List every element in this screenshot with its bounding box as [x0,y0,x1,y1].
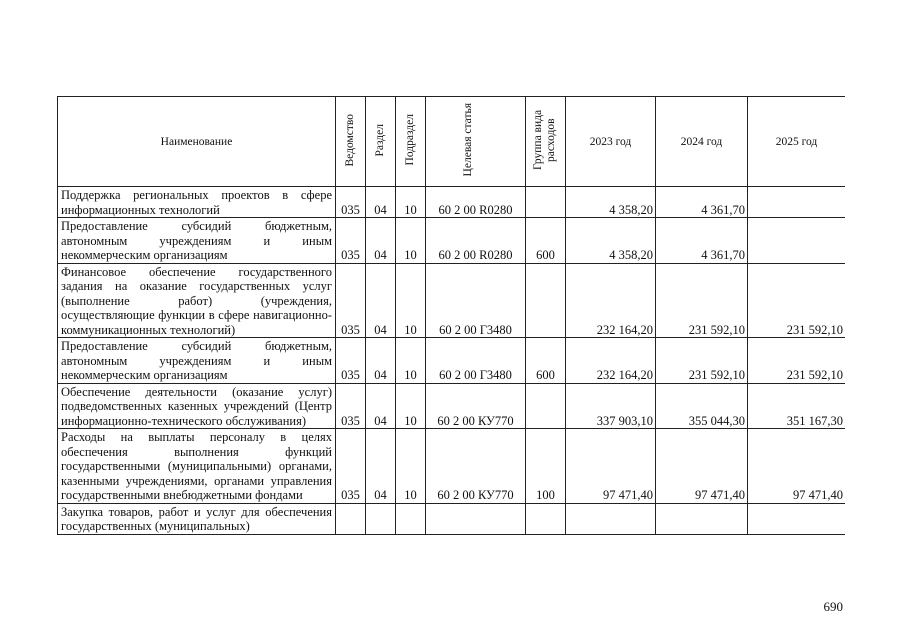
row-expense-group [526,187,566,218]
header-2024: 2024 год [656,97,748,187]
row-2024: 231 592,10 [656,338,748,384]
row-vedomstvo: 035 [336,187,366,218]
header-podrazdel: Подраздел [396,97,426,187]
row-name: Предоставление субсидий бюджетным, автономным учреждениям и иным некоммерческим организациям [58,338,336,384]
row-2024: 4 361,70 [656,187,748,218]
row-expense-group [526,263,566,338]
table-row [58,338,846,384]
row-target-article: 60 2 00 R0280 [426,187,526,218]
row-2024: 4 361,70 [656,218,748,264]
row-vedomstvo: 035 [336,263,366,338]
row-target-article: 60 2 00 КУ770 [426,429,526,504]
header-2025: 2025 год [748,97,846,187]
row-2025: 97 471,40 [748,429,846,504]
row-expense-group [526,503,566,534]
row-razdel [366,503,396,534]
row-podrazdel: 10 [396,383,426,429]
row-2023 [566,503,656,534]
row-2023: 337 903,10 [566,383,656,429]
row-expense-group: 100 [526,429,566,504]
row-razdel: 04 [366,218,396,264]
row-razdel: 04 [366,263,396,338]
budget-table-container [57,96,845,588]
row-2025: 231 592,10 [748,338,846,384]
row-podrazdel: 10 [396,263,426,338]
table-row [58,429,846,504]
row-podrazdel: 10 [396,187,426,218]
row-name: Обеспечение деятельности (оказание услуг) подведомственных казенных учреждений (Центр информационно-технического обслуживания) [58,383,336,429]
row-name: Закупка товаров, работ и услуг для обеспечения государственных (муниципальных) [58,503,336,534]
row-target-article [426,503,526,534]
row-vedomstvo: 035 [336,338,366,384]
row-name: Финансовое обеспечение государственного задания на оказание государственных услуг (выполнение работ) (учреждения, осуществляющие функции в сфере навигационно-коммуникационных технологий) [58,263,336,338]
row-razdel: 04 [366,338,396,384]
row-2025: 231 592,10 [748,263,846,338]
row-2025: 351 167,30 [748,383,846,429]
row-target-article: 60 2 00 R0280 [426,218,526,264]
row-2025 [748,503,846,534]
row-name: Поддержка региональных проектов в сфере информационных технологий [58,187,336,218]
row-2024: 355 044,30 [656,383,748,429]
row-2023: 97 471,40 [566,429,656,504]
row-vedomstvo [336,503,366,534]
row-name: Предоставление субсидий бюджетным, автономным учреждениям и иным некоммерческим организациям [58,218,336,264]
row-expense-group [526,383,566,429]
table-header-row [58,97,846,187]
header-2023: 2023 год [566,97,656,187]
budget-table [57,96,845,535]
header-expense-group: Группа вида расходов [526,97,566,187]
table-row [58,503,846,534]
row-2025 [748,218,846,264]
header-vedomstvo: Ведомство [336,97,366,187]
row-vedomstvo: 035 [336,383,366,429]
row-podrazdel: 10 [396,218,426,264]
row-2023: 4 358,20 [566,218,656,264]
row-2023: 232 164,20 [566,338,656,384]
row-2024: 231 592,10 [656,263,748,338]
row-expense-group: 600 [526,218,566,264]
page-number: 690 [823,599,843,614]
row-razdel: 04 [366,187,396,218]
row-target-article: 60 2 00 КУ770 [426,383,526,429]
row-2025 [748,187,846,218]
table-row [58,263,846,338]
row-target-article: 60 2 00 Г3480 [426,338,526,384]
header-target-article: Целевая статья [426,97,526,187]
table-row [58,187,846,218]
row-razdel: 04 [366,429,396,504]
row-podrazdel: 10 [396,338,426,384]
row-name: Расходы на выплаты персоналу в целях обеспечения выполнения функций государственными (муниципальными) органами, казенными учреждениями, органами управления государственными внебюджетными фондами [58,429,336,504]
row-razdel: 04 [366,383,396,429]
row-vedomstvo: 035 [336,429,366,504]
row-2024 [656,503,748,534]
row-vedomstvo: 035 [336,218,366,264]
table-row [58,383,846,429]
row-expense-group: 600 [526,338,566,384]
row-target-article: 60 2 00 Г3480 [426,263,526,338]
row-podrazdel [396,503,426,534]
row-2023: 232 164,20 [566,263,656,338]
header-name: Наименование [58,97,336,187]
header-razdel: Раздел [366,97,396,187]
row-2023: 4 358,20 [566,187,656,218]
row-podrazdel: 10 [396,429,426,504]
table-row [58,218,846,264]
row-2024: 97 471,40 [656,429,748,504]
